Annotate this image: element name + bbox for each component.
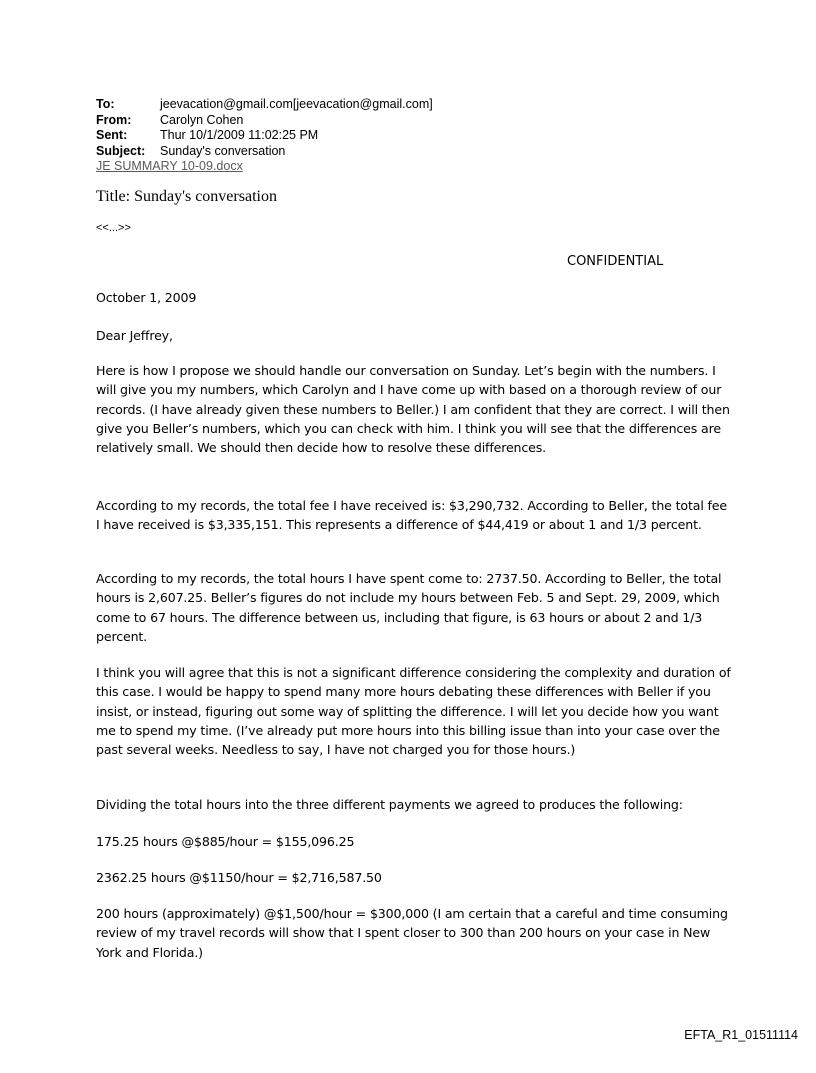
attachment-placeholder: <<...>>	[96, 222, 131, 234]
to-value: jeevacation@gmail.com[jeevacation@gmail.com]	[160, 97, 433, 111]
document-title: Title: Sunday's conversation	[96, 188, 277, 205]
attachment-link[interactable]: JE SUMMARY 10-09.docx	[96, 159, 243, 173]
to-row	[96, 97, 433, 113]
payment-line-3: 200 hours (approximately) @$1,500/hour = $300,000 (I am certain that a careful and time consuming review of my travel records will show that I spent closer to 300 than 200 hours on your case in New York and Florida.)	[96, 906, 728, 960]
paragraph-dividing: Dividing the total hours into the three different payments we agreed to produces the following:	[96, 797, 683, 812]
subject-row	[96, 144, 433, 160]
email-header	[96, 97, 433, 175]
from-row	[96, 113, 433, 129]
payment-line-1: 175.25 hours @$885/hour = $155,096.25	[96, 834, 355, 849]
from-value: Carolyn Cohen	[160, 112, 244, 127]
paragraph-intro: Here is how I propose we should handle our conversation on Sunday. Let’s begin with the numbers. I will give you my numbers, which Carolyn and I have come up with based on a thorough review of our records. (I have already given these numbers to Beller.) I am confident that they are correct. I will then give you Beller’s numbers, which you can check with him. I think you will see that the differences are relatively small. We should then decide how to resolve these differences.	[96, 363, 730, 456]
sent-label: Sent:	[96, 128, 128, 142]
subject-value: Sunday's conversation	[160, 143, 286, 158]
payment-line-2: 2362.25 hours @$1150/hour = $2,716,587.50	[96, 870, 382, 885]
paragraph-difference: I think you will agree that this is not a significant difference considering the complexity and duration of this case. I would be happy to spend many more hours debating these differences with Beller if you insist, or instead, figuring out some way of splitting the difference. I will let you decide how you want me to spend my time. (I’ve already put more hours into this billing issue than into your case over the past several weeks. Needless to say, I have not charged you for those hours.)	[96, 665, 731, 758]
letter-salutation: Dear Jeffrey,	[96, 328, 173, 343]
paragraph-hours: According to my records, the total hours I have spent come to: 2737.50. According to Beller, the total hours is 2,607.25. Beller’s figures do not include my hours between Feb. 5 and Sept. 29, 2009, which come to 67 hours. The difference between us, including that figure, is 63 hours or about 2 and 1/3 percent.	[96, 571, 722, 644]
bates-number: EFTA_R1_01511114	[684, 1028, 798, 1042]
from-label: From:	[96, 112, 132, 127]
sent-row	[96, 128, 433, 144]
subject-label: Subject:	[96, 143, 146, 158]
letter-date: October 1, 2009	[96, 290, 197, 305]
paragraph-fees: According to my records, the total fee I have received is: $3,290,732. According to Beller, the total fee I have received is $3,335,151. This represents a difference of $44,419 or about 1 and 1/3 percent.	[96, 498, 727, 533]
to-label: To:	[96, 97, 115, 111]
confidential-label: CONFIDENTIAL	[567, 254, 664, 269]
sent-value: Thur 10/1/2009 11:02:25 PM	[160, 128, 319, 142]
